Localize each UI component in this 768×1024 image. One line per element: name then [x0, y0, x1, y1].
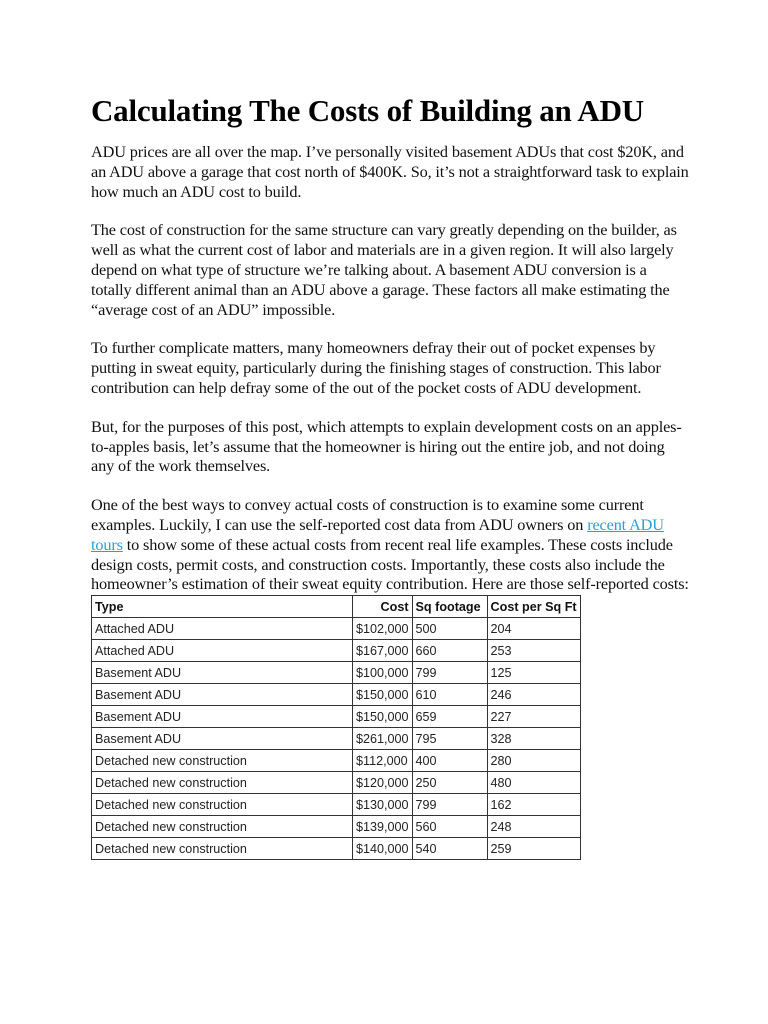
cell-type: Basement ADU	[92, 684, 353, 706]
cell-cost-per-sqft: 280	[487, 750, 580, 772]
table-row	[92, 816, 581, 838]
table-row	[92, 794, 581, 816]
cell-sq-footage: 799	[412, 662, 487, 684]
column-header-type: Type	[92, 596, 353, 618]
recent-adu-tours-link[interactable]: recent ADU tours	[91, 514, 664, 554]
cell-sq-footage: 799	[412, 794, 487, 816]
table-row	[92, 838, 581, 860]
table-row	[92, 728, 581, 750]
cell-sq-footage: 795	[412, 728, 487, 750]
cell-cost: $140,000	[353, 838, 413, 860]
page-title: Calculating The Costs of Building an ADU	[91, 93, 644, 128]
paragraph-examples-text-2: to show some of these actual costs from recent real life examples. These costs include design costs, permit costs, and construction costs. Importantly, these costs also include the homeowner’s estimation of their sweat equity contribution. Here are those self-reported costs:	[91, 534, 689, 594]
paragraph-sweat-equity: To further complicate matters, many homeowners defray their out of pocket expenses by putting in sweat equity, particularly during the finishing stages of construction. This labor contribution can help defray some of the out of the pocket costs of ADU development.	[91, 338, 661, 397]
column-header-cost-per-sqft: Cost per Sq Ft	[487, 596, 580, 618]
cell-sq-footage: 610	[412, 684, 487, 706]
cell-cost: $150,000	[353, 706, 413, 728]
cell-cost-per-sqft: 125	[487, 662, 580, 684]
cell-cost: $150,000	[353, 684, 413, 706]
cell-cost-per-sqft: 162	[487, 794, 580, 816]
cell-type: Detached new construction	[92, 750, 353, 772]
cell-cost-per-sqft: 259	[487, 838, 580, 860]
adu-costs-table	[91, 595, 581, 860]
cell-sq-footage: 400	[412, 750, 487, 772]
table-row	[92, 640, 581, 662]
column-header-cost: Cost	[353, 596, 413, 618]
cell-cost: $130,000	[353, 794, 413, 816]
cell-cost-per-sqft: 253	[487, 640, 580, 662]
paragraph-intro: ADU prices are all over the map. I’ve personally visited basement ADUs that cost $20K, and an ADU above a garage that cost north of $400K. So, it’s not a straightforward task to explain how much an ADU cost to build.	[91, 142, 689, 201]
cell-cost: $120,000	[353, 772, 413, 794]
cell-sq-footage: 250	[412, 772, 487, 794]
cell-sq-footage: 560	[412, 816, 487, 838]
cell-sq-footage: 540	[412, 838, 487, 860]
cell-cost: $102,000	[353, 618, 413, 640]
cell-type: Detached new construction	[92, 816, 353, 838]
paragraph-cost-variation: The cost of construction for the same structure can vary greatly depending on the builder, as well as what the current cost of labor and materials are in a given region. It will also largely depend on what type of structure we’re talking about. A basement ADU conversion is a totally different animal than an ADU above a garage. These factors all make estimating the “average cost of an ADU” impossible.	[91, 220, 677, 319]
cell-type: Attached ADU	[92, 640, 353, 662]
paragraph-assumption: But, for the purposes of this post, which attempts to explain development costs on an apples-to-apples basis, let’s assume that the homeowner is hiring out the entire job, and not doing any of the work themselves.	[91, 416, 682, 476]
cell-type: Basement ADU	[92, 728, 353, 750]
cell-type: Detached new construction	[92, 838, 353, 860]
table-row	[92, 750, 581, 772]
paragraph-examples	[91, 495, 691, 594]
cell-type: Detached new construction	[92, 772, 353, 794]
cell-cost-per-sqft: 204	[487, 618, 580, 640]
table-row	[92, 662, 581, 684]
cell-cost-per-sqft: 248	[487, 816, 580, 838]
paragraph-examples-text-1: One of the best ways to convey actual costs of construction is to examine some current examples. Luckily, I can use the self-reported cost data from ADU owners on	[91, 495, 644, 534]
cell-type: Attached ADU	[92, 618, 353, 640]
cell-sq-footage: 500	[412, 618, 487, 640]
cell-sq-footage: 659	[412, 706, 487, 728]
cell-cost: $139,000	[353, 816, 413, 838]
cell-cost: $261,000	[353, 728, 413, 750]
cell-cost-per-sqft: 328	[487, 728, 580, 750]
cell-cost: $100,000	[353, 662, 413, 684]
table-row	[92, 706, 581, 728]
cell-type: Basement ADU	[92, 662, 353, 684]
table-header-row	[92, 596, 581, 618]
cell-cost-per-sqft: 246	[487, 684, 580, 706]
cell-cost: $167,000	[353, 640, 413, 662]
cell-cost: $112,000	[353, 750, 413, 772]
article	[91, 92, 691, 860]
cell-type: Basement ADU	[92, 706, 353, 728]
table-row	[92, 772, 581, 794]
cell-sq-footage: 660	[412, 640, 487, 662]
table-row	[92, 618, 581, 640]
column-header-sq-footage: Sq footage	[412, 596, 487, 618]
cell-type: Detached new construction	[92, 794, 353, 816]
cell-cost-per-sqft: 480	[487, 772, 580, 794]
table-row	[92, 684, 581, 706]
cell-cost-per-sqft: 227	[487, 706, 580, 728]
